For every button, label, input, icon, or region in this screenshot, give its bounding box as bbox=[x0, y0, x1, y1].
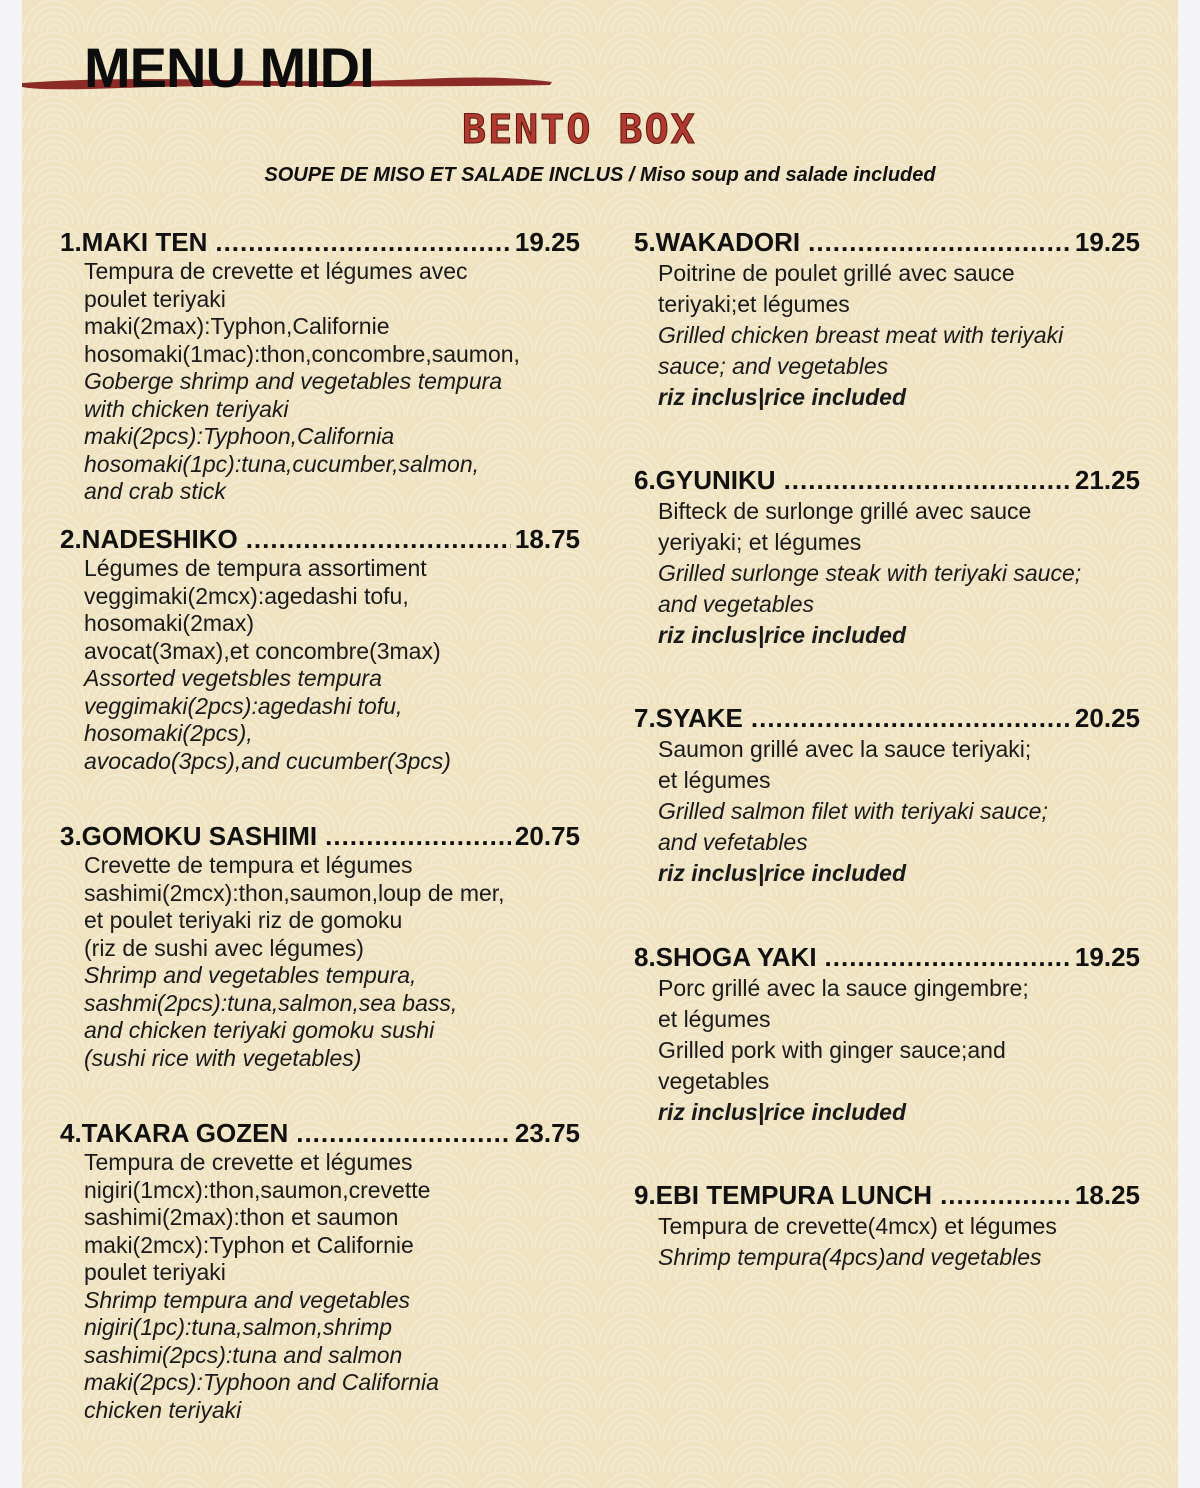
menu-item bbox=[60, 226, 580, 506]
menu-item-description bbox=[658, 734, 1140, 889]
dot-leader bbox=[215, 226, 511, 258]
menu-item-description bbox=[658, 973, 1140, 1128]
description-line: Tempura de crevette et légumes bbox=[84, 1149, 413, 1175]
description-line: avocado(3pcs),and cucumber(3pcs) bbox=[84, 747, 451, 774]
menu-item-header bbox=[60, 820, 580, 852]
menu-item-name: 8.SHOGA YAKI bbox=[634, 942, 817, 972]
description-line: et poulet teriyaki riz de gomoku bbox=[84, 907, 403, 933]
description-line: sashimi(2pcs):tuna and salmon bbox=[84, 1341, 403, 1368]
menu-item-price: 20.25 bbox=[1074, 703, 1140, 733]
left-margin-strip bbox=[0, 0, 22, 1488]
description-line: maki(2mcx):Typhon et Californie bbox=[84, 1231, 414, 1258]
description-line: sauce; and vegetables bbox=[658, 353, 889, 379]
menu-item-header bbox=[634, 702, 1140, 734]
menu-item-name: 9.EBI TEMPURA LUNCH bbox=[634, 1180, 933, 1210]
menu-item-description bbox=[84, 555, 580, 775]
description-line: (sushi rice with vegetables) bbox=[84, 1044, 362, 1071]
menu-item-price: 20.75 bbox=[514, 821, 580, 851]
menu-item-header bbox=[60, 1117, 580, 1149]
description-line: sashmi(2pcs):tuna,salmon,sea bass, bbox=[84, 989, 458, 1016]
dot-leader bbox=[940, 1179, 1071, 1211]
menu-title: MENU MIDI bbox=[84, 36, 374, 99]
description-line: Grilled salmon filet with teriyaki sauce; bbox=[658, 798, 1048, 824]
dot-leader bbox=[246, 523, 511, 555]
menu-item-price: 21.25 bbox=[1074, 465, 1140, 495]
menu-item-price: 19.25 bbox=[1074, 942, 1140, 972]
description-line: Shrimp tempura and vegetables bbox=[84, 1286, 411, 1313]
description-line: Crevette de tempura et légumes bbox=[84, 852, 413, 878]
menu-item-price: 19.25 bbox=[514, 227, 580, 257]
section-title: BENTO BOX bbox=[462, 107, 697, 153]
dot-leader bbox=[825, 941, 1071, 973]
menu-item-price: 23.75 bbox=[514, 1118, 580, 1148]
dot-leader bbox=[296, 1117, 511, 1149]
menu-item-name: 2.NADESHIKO bbox=[60, 524, 238, 554]
description-line: hosomaki(2pcs), bbox=[84, 720, 253, 746]
menu-item bbox=[60, 1117, 580, 1424]
description-line: poulet teriyaki bbox=[84, 1259, 226, 1285]
description-line: and vegetables bbox=[658, 591, 815, 617]
rice-included-note: riz inclus|rice included bbox=[658, 1099, 907, 1125]
menu-item-header bbox=[634, 1179, 1140, 1211]
menu-item-description bbox=[84, 258, 580, 506]
description-line: Poitrine de poulet grillé avec sauce bbox=[658, 260, 1015, 286]
description-line: (riz de sushi avec légumes) bbox=[84, 934, 364, 961]
description-line: hosomaki(2max) bbox=[84, 610, 254, 636]
description-line: Shrimp tempura(4pcs)and vegetables bbox=[658, 1244, 1042, 1270]
description-line: chicken teriyaki bbox=[84, 1396, 242, 1423]
menu-item bbox=[60, 523, 580, 775]
menu-item bbox=[634, 1179, 1140, 1273]
description-line: Grilled surlonge steak with teriyaki sauce; bbox=[658, 560, 1082, 586]
description-line: Légumes de tempura assortiment bbox=[84, 555, 427, 581]
description-line: yeriyaki; et légumes bbox=[658, 529, 862, 555]
menu-item bbox=[634, 226, 1140, 413]
description-line: Tempura de crevette et légumes avec bbox=[84, 258, 468, 284]
description-line: Grilled pork with ginger sauce;and bbox=[658, 1037, 1006, 1063]
dot-leader bbox=[784, 464, 1071, 496]
description-line: Porc grillé avec la sauce gingembre; bbox=[658, 975, 1029, 1001]
right-margin-strip bbox=[1178, 0, 1200, 1488]
menu-subtitle: SOUPE DE MISO ET SALADE INCLUS / Miso soup and salade included bbox=[264, 164, 936, 186]
menu-item-header bbox=[634, 464, 1140, 496]
dot-leader bbox=[808, 226, 1071, 258]
menu-item-description bbox=[658, 258, 1140, 413]
description-line: maki(2max):Typhon,Californie bbox=[84, 313, 390, 339]
description-line: maki(2pcs):Typhoon and California bbox=[84, 1369, 439, 1395]
description-line: hosomaki(1mac):thon,concombre,saumon, bbox=[84, 340, 520, 367]
menu-item bbox=[634, 464, 1140, 651]
menu-item-name: 1.MAKI TEN bbox=[60, 227, 208, 257]
menu-item-description bbox=[658, 496, 1140, 651]
menu-item-header bbox=[60, 226, 580, 258]
rice-included-note: riz inclus|rice included bbox=[658, 860, 907, 886]
menu-item-price: 18.75 bbox=[514, 524, 580, 554]
menu-item-price: 19.25 bbox=[1074, 227, 1140, 257]
description-line: sashimi(2mcx):thon,saumon,loup de mer, bbox=[84, 879, 505, 906]
menu-item bbox=[634, 941, 1140, 1128]
menu-item-description bbox=[84, 852, 580, 1072]
description-line: vegetables bbox=[658, 1068, 770, 1094]
menu-page bbox=[22, 0, 1178, 1488]
menu-item-name: 7.SYAKE bbox=[634, 703, 743, 733]
description-line: sashimi(2max):thon et saumon bbox=[84, 1204, 399, 1230]
description-line: maki(2pcs):Typhoon,California bbox=[84, 423, 395, 449]
description-line: avocat(3max),et concombre(3max) bbox=[84, 637, 441, 664]
description-line: hosomaki(1pc):tuna,cucumber,salmon, bbox=[84, 450, 480, 477]
dot-leader bbox=[751, 702, 1071, 734]
rice-included-note: riz inclus|rice included bbox=[658, 622, 907, 648]
menu-item-header bbox=[634, 941, 1140, 973]
rice-included-note: riz inclus|rice included bbox=[658, 384, 907, 410]
description-line: and chicken teriyaki gomoku sushi bbox=[84, 1017, 435, 1043]
description-line: nigiri(1pc):tuna,salmon,shrimp bbox=[84, 1314, 393, 1340]
description-line: Saumon grillé avec la sauce teriyaki; bbox=[658, 736, 1032, 762]
menu-item-description bbox=[84, 1149, 580, 1424]
menu-item-name: 5.WAKADORI bbox=[634, 227, 801, 257]
description-line: Goberge shrimp and vegetables tempura bbox=[84, 368, 503, 394]
description-line: veggimaki(2pcs):agedashi tofu, bbox=[84, 692, 403, 719]
menu-item-name: 3.GOMOKU SASHIMI bbox=[60, 821, 318, 851]
menu-item-header bbox=[60, 523, 580, 555]
description-line: and vefetables bbox=[658, 829, 808, 855]
description-line: teriyaki;et légumes bbox=[658, 291, 850, 317]
description-line: poulet teriyaki bbox=[84, 285, 226, 312]
description-line: nigiri(1mcx):thon,saumon,crevette bbox=[84, 1176, 431, 1203]
description-line: Grilled chicken breast meat with teriyaki bbox=[658, 322, 1064, 348]
menu-item bbox=[634, 702, 1140, 889]
description-line: Assorted vegetsbles tempura bbox=[84, 665, 382, 691]
menu-item-name: 4.TAKARA GOZEN bbox=[60, 1118, 289, 1148]
menu-item-header bbox=[634, 226, 1140, 258]
description-line: et légumes bbox=[658, 1006, 771, 1032]
description-line: et légumes bbox=[658, 767, 771, 793]
description-line: Shrimp and vegetables tempura, bbox=[84, 962, 417, 988]
description-line: Bifteck de surlonge grillé avec sauce bbox=[658, 498, 1032, 524]
description-line: with chicken teriyaki bbox=[84, 395, 289, 422]
menu-item-name: 6.GYUNIKU bbox=[634, 465, 776, 495]
menu-item-description bbox=[658, 1211, 1140, 1273]
description-line: Tempura de crevette(4mcx) et légumes bbox=[658, 1213, 1057, 1239]
dot-leader bbox=[325, 820, 511, 852]
menu-item-price: 18.25 bbox=[1074, 1180, 1140, 1210]
description-line: and crab stick bbox=[84, 478, 226, 504]
description-line: veggimaki(2mcx):agedashi tofu, bbox=[84, 582, 409, 609]
menu-item bbox=[60, 820, 580, 1072]
